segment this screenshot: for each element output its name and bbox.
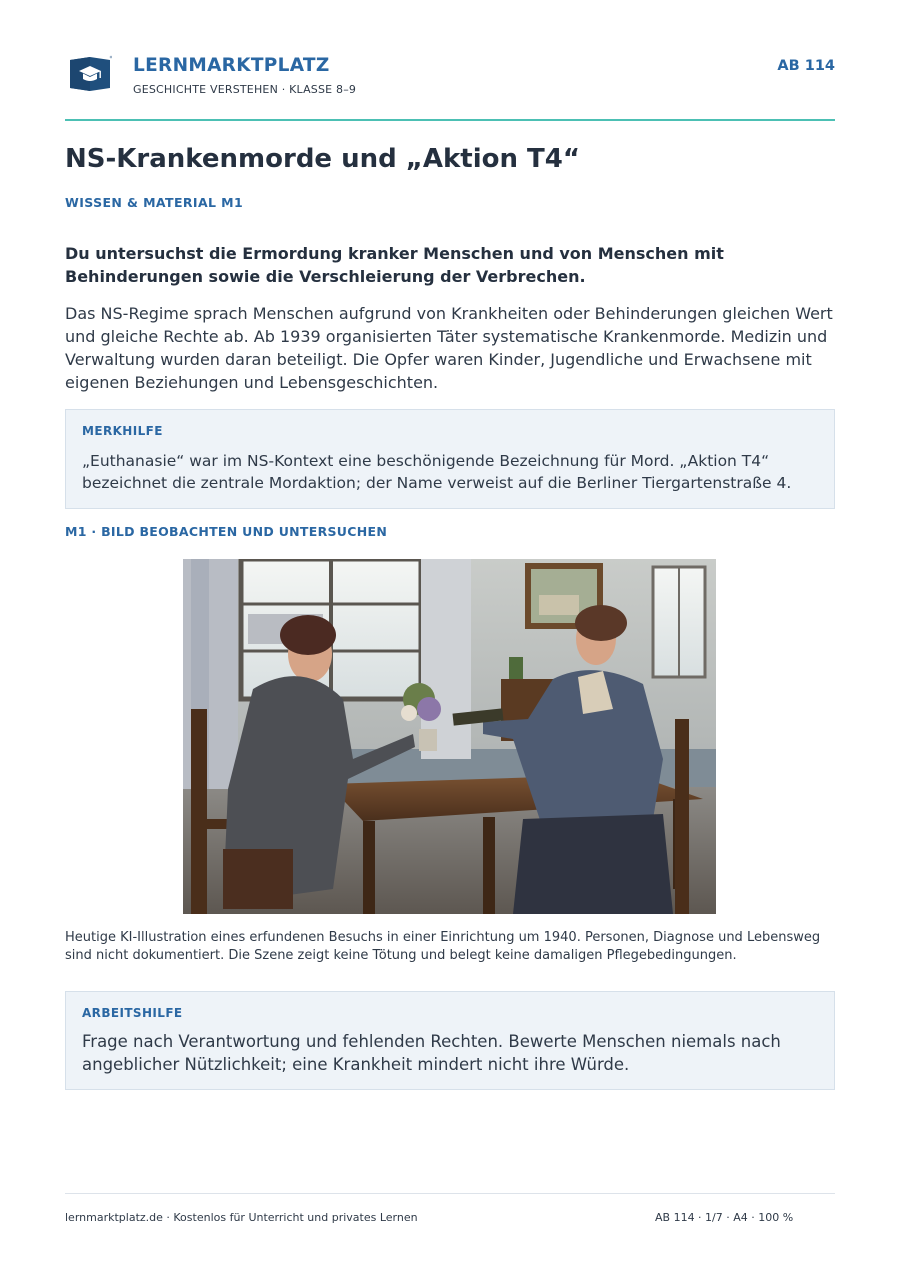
arbeitshilfe-box bbox=[65, 991, 835, 1090]
m1-illustration bbox=[183, 559, 716, 914]
m1-heading: M1 · BILD BEOBACHTEN UND UNTERSUCHEN bbox=[65, 524, 388, 539]
worksheet-code: AB 114 bbox=[777, 58, 835, 74]
lead-paragraph: Du untersuchst die Ermordung kranker Menschen und von Menschen mit Behinderungen sowie die Verschleierung der Verbrechen. bbox=[65, 244, 724, 286]
merkhilfe-box bbox=[65, 409, 835, 509]
footer-page-info: AB 114 · 1/7 · A4 · 100 % bbox=[655, 1211, 794, 1224]
header-divider bbox=[65, 119, 835, 121]
page-header bbox=[65, 50, 835, 120]
arbeitshilfe-text: Frage nach Verantwortung und fehlenden Rechten. Bewerte Menschen niemals nach angeblicher Nützlichkeit; eine Krankheit mindert nicht ihre Würde. bbox=[82, 1032, 781, 1074]
footer-divider bbox=[65, 1193, 835, 1194]
m1-caption: Heutige KI-Illustration eines erfundenen Besuchs in einer Einrichtung um 1940. Personen, Diagnose und Lebensweg sind nicht dokumentiert. Die Szene zeigt keine Tötung und belegt keine damaligen Pflegebedingungen. bbox=[65, 930, 821, 963]
graduation-cap-book-icon bbox=[68, 54, 112, 92]
brand-subtitle: GESCHICHTE VERSTEHEN · KLASSE 8–9 bbox=[133, 83, 357, 96]
intro-paragraph: Das NS-Regime sprach Menschen aufgrund von Krankheiten oder Behinderungen gleichen Wert und gleiche Rechte ab. Ab 1939 organisierten Täter systematische Krankenmorde. Medizin und Verwaltung wurden daran beteiligt. Die Opfer waren Kinder, Jugendliche und Erwachsene mit eigenen Beziehungen und Lebensgeschichten. bbox=[65, 304, 833, 392]
merkhilfe-text: „Euthanasie“ war im NS-Kontext eine beschönigende Bezeichnung für Mord. „Aktion T4“ bezeichnet die zentrale Mordaktion; der Name verweist auf die Berliner Tiergartenstraße 4. bbox=[82, 452, 792, 492]
brand-name: LERNMARKTPLATZ bbox=[133, 55, 330, 76]
arbeitshilfe-label: ARBEITSHILFE bbox=[82, 1006, 183, 1020]
section-kicker: WISSEN & MATERIAL M1 bbox=[65, 195, 244, 210]
page-title: NS-Krankenmorde und „Aktion T4“ bbox=[65, 144, 580, 174]
footer-source: lernmarktplatz.de · Kostenlos für Unterricht und privates Lernen bbox=[65, 1211, 418, 1224]
merkhilfe-label: MERKHILFE bbox=[82, 424, 163, 438]
